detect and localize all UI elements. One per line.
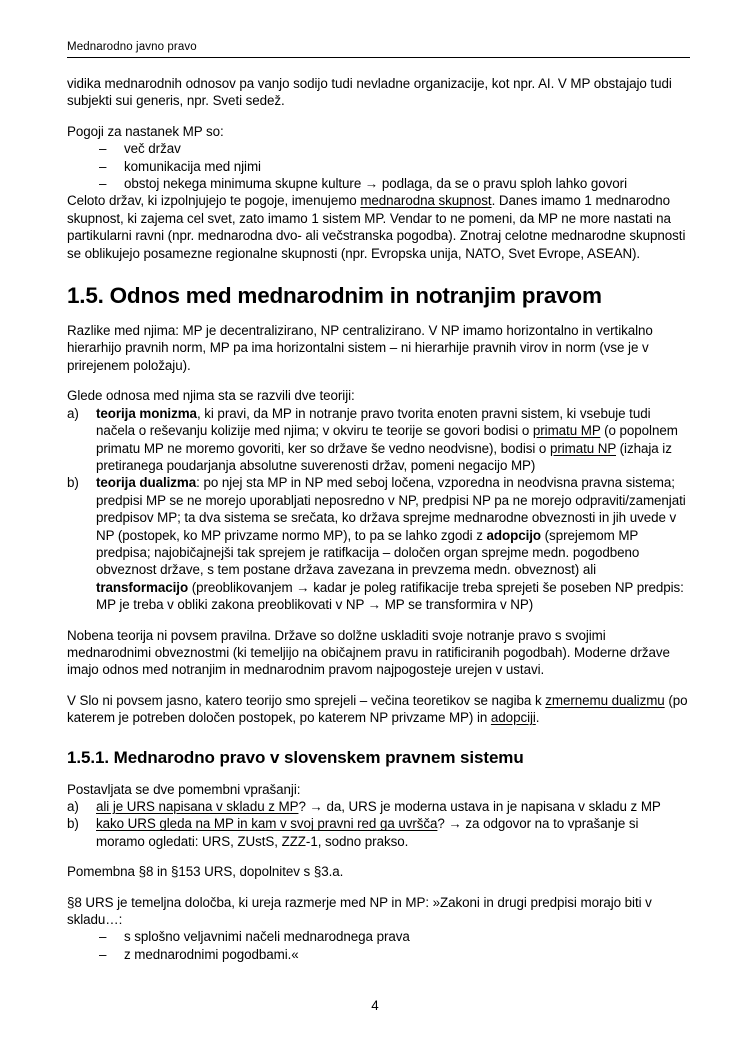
slovenia-text-part3: .: [535, 710, 540, 726]
list-item-label: s splošno veljavnimi načeli mednarodnega prava: [124, 929, 410, 945]
section-heading-1-5-1: 1.5.1. Mednarodno pravo v slovenskem pravnem sistemu: [67, 747, 524, 767]
dash-bullet-icon: –: [99, 158, 107, 174]
list-item: [67, 140, 690, 157]
theory-b-term2: adopcijo: [486, 527, 542, 543]
conclusion-paragraph: Nobena teorija ni povsem pravilna. Države so dolžne uskladiti svoje notranje pravo s svojimi mednarodnimi obveznostmi (ki temeljijo na običajnem pravu in ratificiranih pogodbah). Moderne države imajo odnos med notranjim in mednarodnim pravom najpogosteje urejen v ustavi.: [67, 627, 670, 678]
community-underlined-term: mednarodna skupnost: [360, 193, 492, 209]
theory-b-term: teorija dualizma: [96, 475, 197, 491]
question-a-text: ? → da, URS je moderna ustava in je napisana v skladu z MP: [298, 799, 661, 814]
list-item: [67, 175, 690, 192]
list-marker-a: a): [67, 799, 79, 814]
section-heading-1-5: 1.5. Odnos med mednarodnim in notranjim pravom: [67, 283, 602, 309]
list-item-label: komunikacija med njimi: [124, 158, 261, 174]
page-number: 4: [371, 998, 379, 1013]
community-text-part2: . Danes imamo 1 mednarodno skupnost, ki zajema cel svet, zato imamo 1 sistem MP. Vendar to ne pomeni, da MP ne more nastati na partikularni ravni (npr. mednarodna dvo- ali večstranska pogodba). Znotraj celotne mednarodne skupnosti se oblikujejo posamezne regionalne skupnosti (npr. Evropska unija, NATO, Svet Evrope, ASEAN).: [67, 193, 686, 261]
community-text-part1: Celoto držav, ki izpolnjujejo te pogoje, imenujemo: [67, 193, 361, 209]
questions-lead: Postavljata se dve pomembni vprašanji:: [67, 781, 301, 797]
theory-b-text3: (preoblikovanjem → kadar je poleg ratifikacije treba sprejeti še poseben NP predpis: MP je treba v obliki zakona preoblikovati v NP → MP se transformira v NP): [96, 579, 684, 613]
theory-b-text1: : po njej sta MP in NP med seboj ločena, vzporedna in neodvisna pravna sistema; predpisi MP se ne morejo uporabljati neposredno v NP, predpisi NP pa ne morejo odpraviti/zamenjati predpisov MP; ta dva sistema se srečata, ko država sprejme mednarodne obveznosti in jih uvede v NP (postopek, ko MP privzame normo MP), to pa se lahko zgodi z: [96, 475, 686, 543]
list-item-question-a: [67, 798, 690, 815]
question-a-underlined: ali je URS napisana v skladu z MP: [96, 799, 299, 814]
slovenia-text-part1: V Slo ni povsem jasno, katero teorijo smo sprejeli – večina teoretikov se nagiba k: [67, 692, 546, 708]
questions-list: [67, 798, 690, 850]
theory-a-underlined1: primatu MP: [532, 423, 601, 439]
theory-a-text1: , ki pravi, da MP in notranje pravo tvorita enoten pravni sistem, ki vsebuje tudi načela o reševanju kolizije med njima; v okviru te teorije se govori bodisi o: [96, 405, 651, 439]
dash-bullet-icon: –: [99, 946, 107, 962]
list-item-label: obstoj nekega minimuma skupne kulture → podlaga, da se o pravu sploh lahko govori: [124, 176, 627, 192]
theories-list: [67, 405, 690, 614]
list-marker-b: b): [67, 475, 79, 491]
running-header: Mednarodno javno pravo: [67, 40, 690, 58]
list-item-theory-monizma: [67, 405, 690, 475]
list-item: [67, 928, 690, 945]
slovenia-paragraph: [67, 692, 690, 727]
theory-a-term: teorija monizma: [96, 405, 197, 421]
slovenia-underlined2: adopciji: [490, 710, 536, 726]
theory-b-text2: (sprejemom MP predpisa; najobičajnejši tak sprejem je ratifkacija – določen organ sprejme medn. pogodbeno obveznost države, s tem postane država zavezana in prevzema medn. obveznost) ali: [96, 527, 640, 578]
differences-paragraph: Razlike med njima: MP je decentralizirano, NP centralizirano. V NP imamo horizontalno in vertikalno hierarhijo pravnih norm, MP pa ima horizontalni sistem – ni hierarhije pravnih virov in norm (vse je v prirejenem položaju).: [67, 323, 653, 373]
list-item: [67, 158, 690, 175]
conditions-list: [67, 140, 690, 192]
dash-bullet-icon: –: [99, 141, 107, 157]
theory-a-underlined2: primatu NP: [549, 440, 617, 456]
urs8-paragraph: §8 URS je temeljna določba, ki ureja razmerje med NP in MP: »Zakoni in drugi predpisi morajo biti v skladu…:: [67, 894, 652, 928]
list-marker-b: b): [67, 816, 79, 832]
theory-b-term3: transformacijo: [96, 579, 189, 595]
theories-lead: Glede odnosa med njima sta se razvili dve teoriji:: [67, 388, 355, 404]
list-item-label: več držav: [124, 141, 181, 157]
question-b-underlined: kako URS gleda na MP in kam v svoj pravni red ga uvršča: [96, 816, 438, 832]
slovenia-text-part2: (po katerem je potreben določen postopek, po katerem NP privzame MP) in: [67, 692, 688, 726]
list-item: [67, 946, 690, 963]
urs8-list: [67, 928, 690, 963]
conditions-lead: Pogoji za nastanek MP so:: [67, 123, 224, 139]
list-marker-a: a): [67, 405, 79, 421]
theory-a-text2: (o popolnem primatu MP ne moremo govoriti, ker so države še vedno neodvisne), bodisi o: [96, 423, 678, 456]
list-item-label: z mednarodnimi pogodbami.«: [124, 946, 299, 962]
dash-bullet-icon: –: [99, 929, 107, 945]
important-paragraph: Pomembna §8 in §153 URS, dopolnitev s §3.a.: [67, 864, 344, 880]
list-item-question-b: [67, 815, 690, 850]
dash-bullet-icon: –: [99, 176, 107, 192]
community-paragraph: [67, 192, 690, 262]
slovenia-underlined1: zmernemu dualizmu: [545, 692, 665, 708]
theory-a-text3: (izhaja iz pretiranega poudarjanja absolutne suverenosti držav, pomeni negacijo MP): [96, 440, 672, 473]
question-b-text: ? → za odgovor na to vprašanje si moramo ogledati: URS, ZUstS, ZZZ-1, sodno prakso.: [96, 816, 639, 849]
list-item-theory-dualizma: [67, 474, 690, 613]
intro-paragraph: vidika mednarodnih odnosov pa vanjo sodijo tudi nevladne organizacije, kot npr. AI. V MP obstajajo tudi subjekti sui generis, npr. Sveti sedež.: [67, 76, 672, 109]
